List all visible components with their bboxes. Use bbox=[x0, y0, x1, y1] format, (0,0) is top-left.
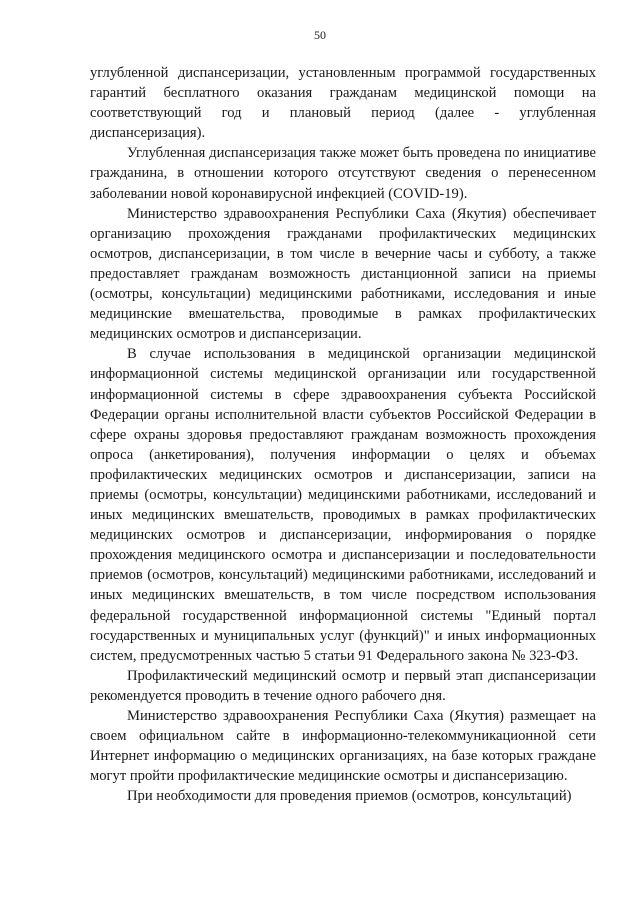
paragraph-continuation: углубленной диспансеризации, установленным программой государственных гарантий бесплатного оказания гражданам медицинской помощи на соответствующий год и плановый период (далее - углубленная диспансеризация). bbox=[90, 65, 596, 142]
paragraph: Профилактический медицинский осмотр и первый этап диспансеризации рекомендуется проводить в течение одного рабочего дня. bbox=[90, 667, 596, 704]
paragraph: При необходимости для проведения приемов (осмотров, консультаций) bbox=[127, 788, 572, 805]
paragraph: Углубленная диспансеризация также может быть проведена по инициативе гражданина, в отношении которого отсутствуют сведения о перенесенном заболевании новой коронавирусной инфекцией (COVID-19). bbox=[90, 145, 596, 202]
paragraph: В случае использования в медицинской организации медицинской информационной системы медицинской организации или государственной информационной системы в сфере здравоохранения субъекта Российской Федерации органы исполнительной власти субъектов Российской Федерации в сфере охраны здоровья предоставляют гражданам возможность прохождения опроса (анкетирования), получения информации о целях и объемах профилактических медицинских осмотров и диспансеризации, записи на приемы (осмотры, консультации) медицинскими работниками, исследований и иных медицинских вмешательств, проводимых в рамках профилактических медицинских осмотров и диспансеризации, информирования о порядке прохождения медицинского осмотра и диспансеризации и последовательности приемов (осмотров, консультаций) медицинскими работниками, исследований и иных медицинских вмешательств, в том числе посредством использования федеральной государственной информационной системы "Единый портал государственных и муниципальных услуг (функций)" и иных информационных систем, предусмотренных частью 5 статьи 91 Федерального закона № 323-ФЗ. bbox=[90, 346, 596, 664]
paragraph: Министерство здравоохранения Республики Саха (Якутия) размещает на своем официальном сайте в информационно-телекоммуникационной сети Интернет информацию о медицинских организациях, на базе которых граждане могут пройти профилактические медицинские осмотры и диспансеризацию. bbox=[90, 708, 596, 785]
page-number: 50 bbox=[314, 28, 326, 42]
document-body bbox=[90, 63, 596, 806]
paragraph: Министерство здравоохранения Республики Саха (Якутия) обеспечивает организацию прохождения гражданами профилактических медицинских осмотров, диспансеризации, в том числе в вечерние часы и субботу, а также предоставляет гражданам возможность дистанционной записи на приемы (осмотры, консультации) медицинскими работниками, исследования и иные медицинские вмешательства, проводимые в рамках профилактических медицинских осмотров и диспансеризации. bbox=[90, 205, 596, 343]
